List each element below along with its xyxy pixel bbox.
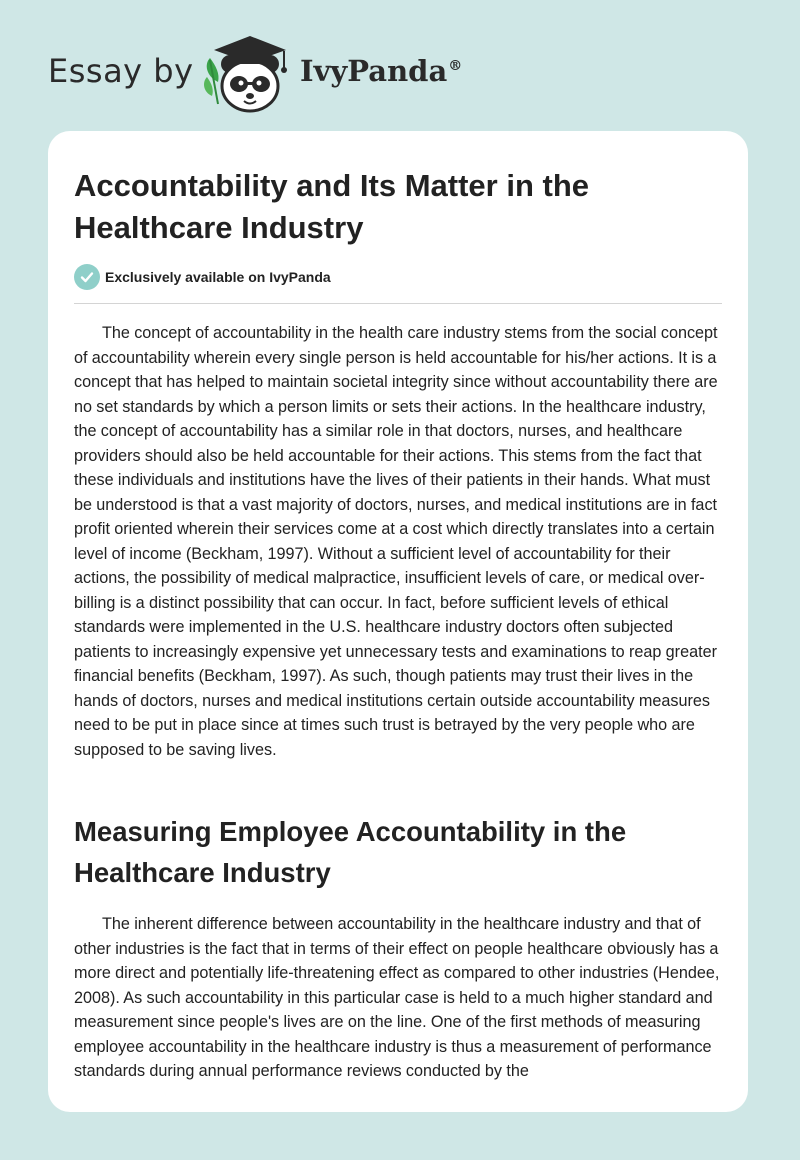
paragraph: The concept of accountability in the health care industry stems from the social concept of accountability wherein every single person is held accountable for his/her actions. It is a concept that has helped to maintain societal integrity since without accountability there are no set standards by which a person limits or sets their actions. In the healthcare industry, the concept of accountability has a similar role in that doctors, nurses, and healthcare providers should also be held accountable for their actions. This stems from the fact that these individuals and institutions have the lives of their patients in their hands. What must be understood is that a vast majority of doctors, nurses, and medical institutions are in fact profit oriented wherein their services come at a cost which directly translates into a certain level of income (Beckham, 1997). Without a sufficient level of accountability for their actions, the possibility of medical malpractice, insufficient levels of care, or medical over-billing is a distinct possibility that can occur. In fact, before sufficient levels of ethical standards were implemented in the U.S. healthcare industry doctors often subjected patients to increasingly expensive yet unnecessary tests and examinations to reap greater financial benefits (Beckham, 1997). As such, though patients may trust their lives in the hands of doctors, nurses and medical institutions certain outside accountability measures need to be put in place since at times such trust is betrayed by the very people who are supposed to be saving lives. <box>74 324 718 759</box>
badge-text: Exclusively available on IvyPanda <box>105 269 331 285</box>
panda-graduate-icon[interactable] <box>200 30 296 114</box>
brand-name[interactable] <box>300 54 462 88</box>
registered-mark: ® <box>448 58 463 75</box>
exclusive-badge <box>74 264 331 290</box>
paragraph: The inherent difference between accountability in the healthcare industry and that of other industries is the fact that in terms of their effect on people healthcare obviously has a more direct and potentially life-threatening effect as compared to other industries (Hendee, 2008). As such accountability in this particular case is held to a much higher standard and measurement since people's lives are on the line. One of the first methods of measuring employee accountability in the healthcare industry is thus a measurement of performance standards during annual performance reviews conducted by the <box>74 915 720 1080</box>
essay-card <box>48 131 748 1112</box>
brand-name-text: IvyPanda <box>300 54 448 88</box>
site-header <box>0 0 800 130</box>
check-icon <box>74 264 100 290</box>
page-title: Accountability and Its Matter in the Healthcare Industry <box>74 168 589 245</box>
section-heading: Measuring Employee Accountability in the Healthcare Industry <box>74 816 627 888</box>
brand-prefix: Essay by <box>48 52 194 90</box>
divider <box>74 303 722 304</box>
